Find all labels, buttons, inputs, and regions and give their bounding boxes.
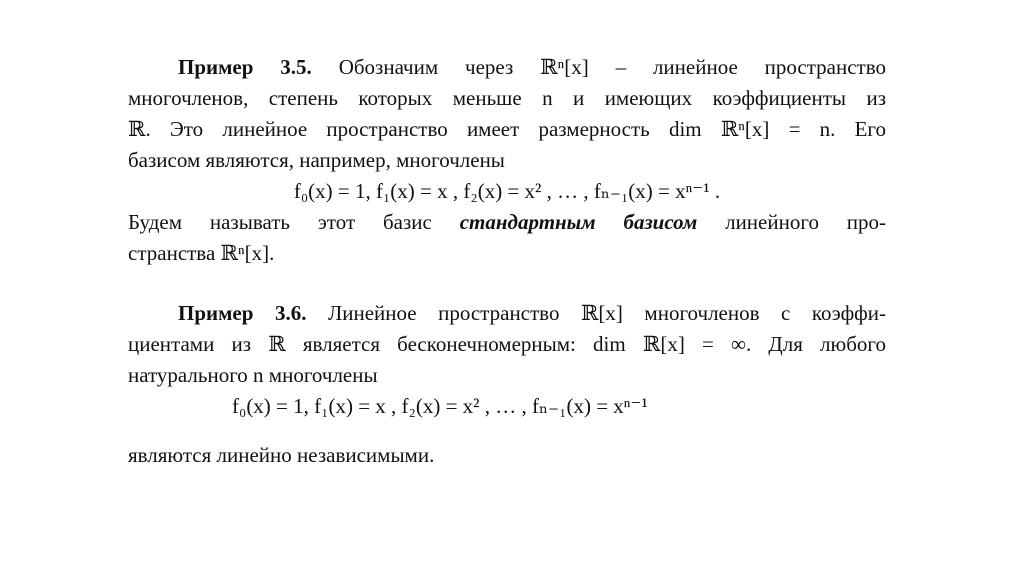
spacer xyxy=(128,422,886,440)
example-3-6 xyxy=(128,298,886,471)
standard-basis-term: стандартным базисом xyxy=(459,210,698,234)
example-3-5-formula: f₀(x) = 1, f₁(x) = x , f₂(x) = x² , … , fₙ₋₁(x) = xⁿ⁻¹ . xyxy=(293,179,721,203)
example-3-6-line-3: натурального n многочлены xyxy=(128,363,378,387)
example-3-6-text-1: Линейное пространство ℝ[x] многочленов с коэффи- xyxy=(327,301,886,325)
example-3-5-heading: Пример 3.5. xyxy=(178,55,312,79)
example-3-6-heading: Пример 3.6. xyxy=(178,301,307,325)
example-3-6-line-4: являются линейно независимыми. xyxy=(128,443,435,467)
example-3-5-line-1 xyxy=(128,52,886,83)
example-3-6-line-2: циентами из ℝ является бесконечномерным: dim ℝ[x] = ∞. Для любого xyxy=(128,332,886,356)
example-3-5 xyxy=(128,52,886,269)
example-3-5-text-5a: Будем называть этот базис xyxy=(128,210,432,234)
example-3-5-line-4: базисом являются, например, многочлены xyxy=(128,148,505,172)
example-3-5-line-5 xyxy=(128,207,886,238)
example-3-5-text-1: Обозначим через ℝⁿ[x] – линейное пространство xyxy=(338,55,887,79)
example-3-5-line-2: многочленов, степень которых меньше n и имеющих коэффициенты из xyxy=(128,86,886,110)
example-3-6-formula: f₀(x) = 1, f₁(x) = x , f₂(x) = x² , … , fₙ₋₁(x) = xⁿ⁻¹ xyxy=(232,394,648,418)
example-3-5-line-6: странства ℝⁿ[x]. xyxy=(128,241,275,265)
example-3-6-line-1 xyxy=(128,298,886,329)
example-3-5-text-5b: линейного про- xyxy=(725,210,887,234)
example-3-5-line-3: ℝ. Это линейное пространство имеет размерность dim ℝⁿ[x] = n. Его xyxy=(128,117,886,141)
